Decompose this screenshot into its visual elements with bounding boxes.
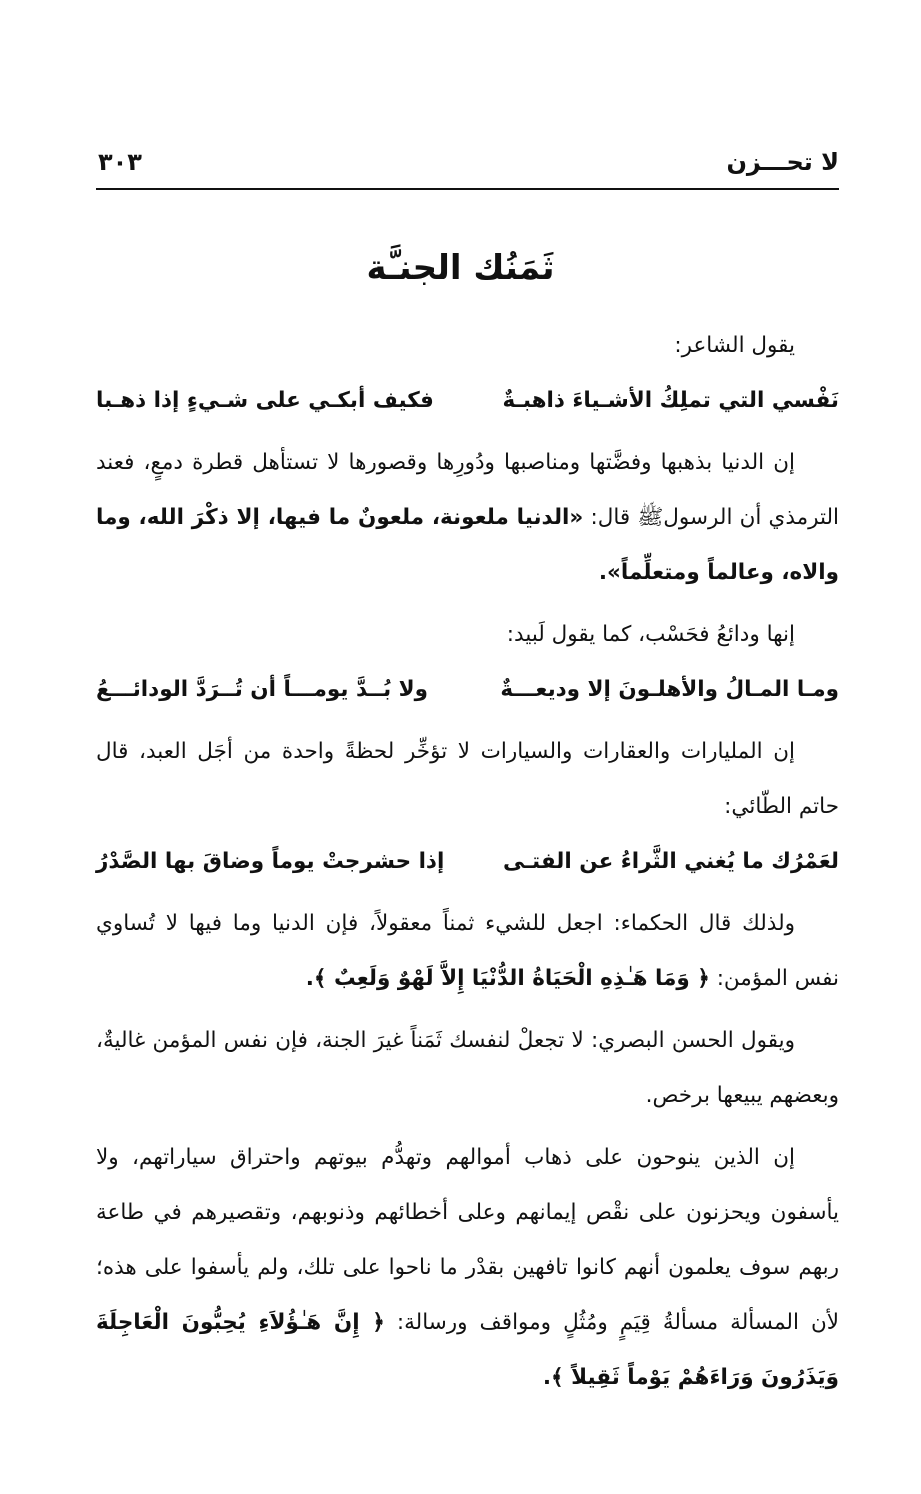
verse-3-first-hemistich: لعَمْرُك ما يُغني الثَّراءُ عن الفتـى (502, 849, 839, 874)
paragraph-5: ويقول الحسن البصري: لا تجعلْ لنفسك ثَمَناً غيرَ الجنة، فإن نفس المؤمن غاليةٌ، وبعضهم يبيعها برخص. (96, 1028, 839, 1108)
paragraph-6 (96, 1130, 839, 1405)
verse-1-first-hemistich: نَفْسي التي تملِكُ الأشـياءَ ذاهبـةٌ (502, 388, 839, 413)
chapter-title: ثَمَنُك الجنـَّة (366, 248, 555, 288)
running-title: لا تحـــزن (726, 148, 839, 176)
paragraph-1 (96, 435, 839, 600)
verse-3-second-hemistich: إذا حشرجتْ يوماً وضاقَ بها الصَّدْرُ (96, 849, 445, 874)
paragraph-1-text: إن الدنيا بذهبها وفضَّتها ومناصبها ودُورِها وقصورها لا تستأهل قطرة دمعٍ، فعند الترمذي أن الرسولﷺ قال: (96, 450, 839, 530)
page-body (96, 318, 839, 1405)
paragraph-3: إن المليارات والعقارات والسيارات لا تؤخِّر لحظةً واحدة من أجَل العبد، قال حاتم الطّائي: (96, 739, 839, 819)
header-rule (96, 188, 839, 190)
paragraph-6-text: إن الذين ينوحون على ذهاب أموالهم وتهدُّم بيوتهم واحتراق سياراتهم، ولا يأسفون ويحزنون على نقْص إيمانهم وعلى أخطائهم وذنوبهم، وتقصيرهم في طاعة ربهم سوف يعلمون أنهم كانوا تافهين بقدْر ما ناحوا على تلك، ولم يأسفوا على هذه؛ لأن المسألة مسألةُ قِيَمٍ ومُثُلٍ ومواقف ورسالة: (96, 1145, 839, 1335)
hadith-quote: «الدنيا ملعونة، ملعونٌ ما فيها، إلا ذكْرَ الله، وما والاه، وعالماً ومتعلِّماً». (96, 505, 839, 585)
verse-1 (96, 373, 839, 428)
verse-3 (96, 834, 839, 889)
verse-2-first-hemistich: ومـا المـالُ والأهلـونَ إلا وديعـــةٌ (500, 677, 839, 702)
quran-verse-1: ﴿ وَمَا هَـٰذِهِ الْحَيَاةُ الدُّنْيَا إِلاَّ لَهْوٌ وَلَعِبٌ ﴾. (305, 966, 710, 991)
verse-2 (96, 662, 839, 717)
paragraph-4 (96, 896, 839, 1006)
page-number: ٣٠٣ (98, 148, 142, 176)
intro-line: يقول الشاعر: (674, 333, 795, 358)
paragraph-4-text: ولذلك قال الحكماء: اجعل للشيء ثمناً معقولاً، فإن الدنيا وما فيها لا تُساوي نفس المؤمن: (96, 911, 839, 991)
verse-2-second-hemistich: ولا بُــدَّ يومـــاً أن تُــرَدَّ الودائـــعُ (96, 677, 429, 702)
quran-verse-2: ﴿ إِنَّ هَـٰؤُلاَءِ يُحِبُّونَ الْعَاجِلَةَ وَيَذَرُونَ وَرَاءَهُمْ يَوْماً ثَقِيلاً ﴾. (96, 1310, 839, 1390)
verse-1-second-hemistich: فكيف أبكـي على شـيءٍ إذا ذهـبا (96, 388, 434, 413)
paragraph-2: إنها ودائعُ فحَسْب، كما يقول لَبيد: (506, 622, 795, 647)
